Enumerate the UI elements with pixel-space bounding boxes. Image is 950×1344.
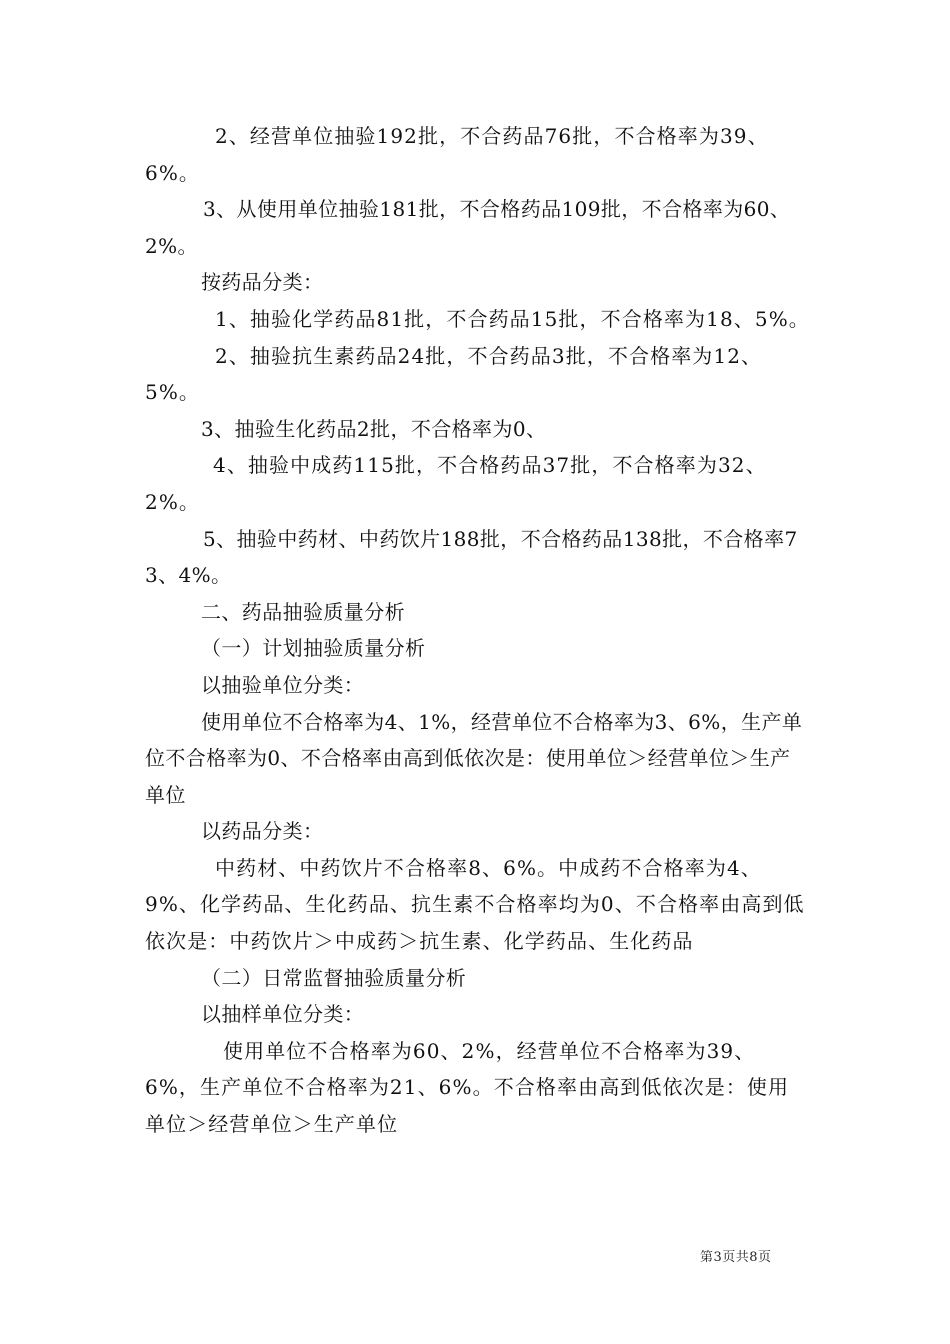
- paragraph: 中药材、中药饮片不合格率8、6%。中成药不合格率为4、9%、化学药品、生化药品、抗生素不合格率均为0、不合格率由高到低依次是：中药饮片＞中成药＞抗生素、化学药品、生化药品: [145, 855, 805, 954]
- paragraph: 3、抽验生化药品2批，不合格率为0、: [201, 416, 547, 441]
- document-body: [145, 118, 810, 1143]
- paragraph: 4、抽验中成药115批，不合格药品37批，不合格率为32、2%。: [145, 453, 767, 514]
- paragraph: 按药品分类：: [201, 270, 324, 295]
- paragraph: 以抽样单位分类：: [201, 1002, 365, 1027]
- subsection-heading: （二）日常监督抽验质量分析: [201, 965, 467, 990]
- paragraph: 2、经营单位抽验192批，不合药品76批，不合格率为39、6%。: [145, 124, 769, 185]
- paragraph: 使用单位不合格率为60、2%，经营单位不合格率为39、6%，生产单位不合格率为21、6%。不合格率由高到低依次是：使用单位＞经营单位＞生产单位: [145, 1038, 790, 1137]
- paragraph: 2、抽验抗生素药品24批，不合药品3批，不合格率为12、5%。: [145, 343, 763, 405]
- section-heading: 二、药品抽验质量分析: [201, 599, 405, 624]
- subsection-heading: （一）计划抽验质量分析: [201, 636, 426, 661]
- paragraph: 1、抽验化学药品81批，不合药品15批，不合格率为18、5%。: [215, 306, 810, 331]
- page-number: 第3页共8页: [700, 1250, 772, 1265]
- paragraph: 使用单位不合格率为4、1%，经营单位不合格率为3、6%，生产单位不合格率为0、不合格率由高到低依次是：使用单位＞经营单位＞生产单位: [145, 709, 803, 807]
- paragraph: 以抽验单位分类：: [201, 672, 365, 697]
- paragraph: 5、抽验中药材、中药饮片188批，不合格药品138批，不合格率73、4%。: [145, 526, 798, 588]
- paragraph: 3、从使用单位抽验181批，不合格药品109批，不合格率为60、2%。: [145, 197, 791, 258]
- paragraph: 以药品分类：: [201, 819, 324, 844]
